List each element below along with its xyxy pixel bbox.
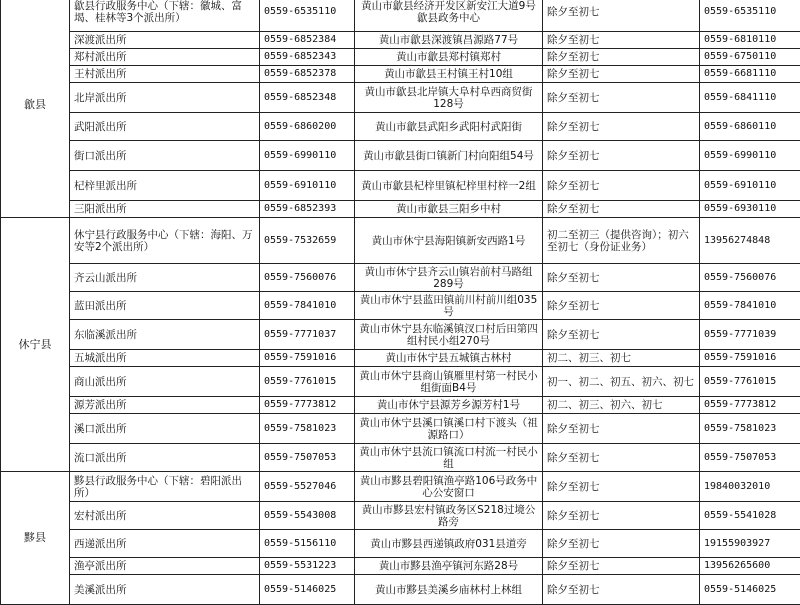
station-address-cell: 黄山市休宁县东临溪镇汊口村后田第四组村民小组270号	[355, 320, 543, 350]
contact-phone-cell: 0559-7761015	[700, 367, 800, 397]
station-name-cell: 源芳派出所	[70, 397, 260, 414]
contact-phone-cell: 0559-6930110	[700, 201, 800, 218]
station-name-cell: 深渡派出所	[70, 32, 260, 49]
station-address-cell: 黄山市黟县碧阳镇渔亭路106号政务中心公安窗口	[355, 472, 543, 502]
table-row	[1, 397, 800, 414]
county-cell: 休宁县	[1, 218, 70, 472]
contact-phone-cell: 0559-6681110	[700, 66, 800, 83]
contact-phone-cell: 19155903927	[700, 530, 800, 558]
contact-phone-cell: 0559-7773812	[700, 397, 800, 414]
service-hours-cell: 除夕至初七	[543, 292, 700, 320]
contact-phone-cell: 0559-6750110	[700, 49, 800, 66]
table-row	[1, 350, 800, 367]
station-name-cell: 流口派出所	[70, 444, 260, 472]
station-address-cell: 黄山市休宁县五城镇古林村	[355, 350, 543, 367]
table-row	[1, 66, 800, 83]
station-phone-cell: 0559-7507053	[260, 444, 355, 472]
station-phone-cell: 0559-7581023	[260, 414, 355, 444]
station-name-cell: 黟县行政服务中心（下辖：碧阳派出所）	[70, 472, 260, 502]
station-phone-cell: 0559-6852378	[260, 66, 355, 83]
contact-phone-cell: 19840032010	[700, 472, 800, 502]
table-row	[1, 320, 800, 350]
service-hours-cell: 除夕至初七	[543, 444, 700, 472]
contact-phone-cell: 0559-7507053	[700, 444, 800, 472]
station-phone-cell: 0559-5531223	[260, 558, 355, 575]
station-name-cell: 郑村派出所	[70, 49, 260, 66]
service-hours-cell: 除夕至初七	[543, 83, 700, 113]
station-phone-cell: 0559-7841010	[260, 292, 355, 320]
station-address-cell: 黄山市休宁县齐云山镇岩前村马路组289号	[355, 264, 543, 292]
station-address-cell: 黄山市歙县三阳乡中村	[355, 201, 543, 218]
station-name-cell: 杞梓里派出所	[70, 171, 260, 201]
station-phone-cell: 0559-6860200	[260, 113, 355, 141]
station-phone-cell: 0559-5156110	[260, 530, 355, 558]
station-name-cell: 宏村派出所	[70, 502, 260, 530]
table-row	[1, 575, 800, 605]
station-phone-cell: 0559-5146025	[260, 575, 355, 605]
table-row	[1, 201, 800, 218]
contact-phone-cell: 0559-7841010	[700, 292, 800, 320]
station-phone-cell: 0559-6535110	[260, 0, 355, 32]
contact-phone-cell: 0559-6810110	[700, 32, 800, 49]
contact-phone-cell: 0559-6990110	[700, 141, 800, 171]
table-row	[1, 171, 800, 201]
contact-phone-cell: 0559-7560076	[700, 264, 800, 292]
station-phone-cell: 0559-7771037	[260, 320, 355, 350]
station-address-cell: 黄山市歙县郑村镇郑村	[355, 49, 543, 66]
service-hours-cell: 初二至初三（提供咨询）；初六至初七（身份证业务）	[543, 218, 700, 264]
table-row	[1, 264, 800, 292]
station-name-cell: 渔亭派出所	[70, 558, 260, 575]
table-row	[1, 141, 800, 171]
station-address-cell: 黄山市休宁县源芳乡源芳村1号	[355, 397, 543, 414]
station-address-cell: 黄山市黟县渔亭镇河东路28号	[355, 558, 543, 575]
service-hours-cell: 除夕至初七	[543, 171, 700, 201]
station-address-cell: 黄山市休宁县蓝田镇前川村前川组035号	[355, 292, 543, 320]
station-address-cell: 黄山市歙县王村镇王村10组	[355, 66, 543, 83]
service-hours-cell: 除夕至初七	[543, 575, 700, 605]
station-address-cell: 黄山市歙县武阳乡武阳村武阳街	[355, 113, 543, 141]
station-address-cell: 黄山市休宁县溪口镇溪口村下渡头（祖源路口）	[355, 414, 543, 444]
station-phone-cell: 0559-7591016	[260, 350, 355, 367]
contact-phone-cell: 0559-6910110	[700, 171, 800, 201]
station-address-cell: 黄山市休宁县海阳镇新安西路1号	[355, 218, 543, 264]
station-phone-cell: 0559-6852348	[260, 83, 355, 113]
table-row	[1, 113, 800, 141]
service-hours-cell: 除夕至初七	[543, 558, 700, 575]
contact-phone-cell: 0559-7591016	[700, 350, 800, 367]
table-row	[1, 558, 800, 575]
table-row	[1, 218, 800, 264]
station-name-cell: 蓝田派出所	[70, 292, 260, 320]
station-phone-cell: 0559-6852384	[260, 32, 355, 49]
service-hours-cell: 除夕至初七	[543, 141, 700, 171]
station-address-cell: 黄山市歙县经济开发区新安江大道9号歙县政务中心	[355, 0, 543, 32]
station-name-cell: 西递派出所	[70, 530, 260, 558]
contact-phone-cell: 0559-6841110	[700, 83, 800, 113]
station-address-cell: 黄山市歙县杞梓里镇杞梓里村梓一2组	[355, 171, 543, 201]
station-name-cell: 北岸派出所	[70, 83, 260, 113]
table-row	[1, 530, 800, 558]
table-row	[1, 444, 800, 472]
station-name-cell: 东临溪派出所	[70, 320, 260, 350]
service-hours-cell: 除夕至初七	[543, 113, 700, 141]
service-hours-cell: 除夕至初七	[543, 414, 700, 444]
station-address-cell: 黄山市休宁县流口镇流口村流一村民小组	[355, 444, 543, 472]
station-address-cell: 黄山市歙县深渡镇昌源路77号	[355, 32, 543, 49]
station-name-cell: 街口派出所	[70, 141, 260, 171]
station-name-cell: 武阳派出所	[70, 113, 260, 141]
station-address-cell: 黄山市黟县宏村镇政务区S218过境公路旁	[355, 502, 543, 530]
service-hours-cell: 除夕至初七	[543, 49, 700, 66]
contact-phone-cell: 0559-6535110	[700, 0, 800, 32]
station-phone-cell: 0559-5543008	[260, 502, 355, 530]
table-row	[1, 367, 800, 397]
station-name-cell: 五城派出所	[70, 350, 260, 367]
station-phone-cell: 0559-7773812	[260, 397, 355, 414]
table-row	[1, 472, 800, 502]
service-hours-cell: 除夕至初七	[543, 201, 700, 218]
station-name-cell: 商山派出所	[70, 367, 260, 397]
station-name-cell: 王村派出所	[70, 66, 260, 83]
service-hours-cell: 除夕至初七	[543, 66, 700, 83]
county-cell: 黟县	[1, 472, 70, 605]
contact-phone-cell: 0559-6860110	[700, 113, 800, 141]
service-hours-cell: 除夕至初七	[543, 32, 700, 49]
station-name-cell: 三阳派出所	[70, 201, 260, 218]
table-row	[1, 83, 800, 113]
station-address-cell: 黄山市黟县西递镇政府031县道旁	[355, 530, 543, 558]
station-phone-cell: 0559-6852393	[260, 201, 355, 218]
station-phone-cell: 0559-7761015	[260, 367, 355, 397]
station-name-cell: 齐云山派出所	[70, 264, 260, 292]
service-hours-cell: 除夕至初七	[543, 530, 700, 558]
table-row	[1, 414, 800, 444]
table-row	[1, 502, 800, 530]
table-row	[1, 292, 800, 320]
station-phone-cell: 0559-6990110	[260, 141, 355, 171]
service-hours-cell: 初二、初三、初六、初七	[543, 397, 700, 414]
service-hours-cell: 除夕至初七	[543, 0, 700, 32]
station-name-cell: 溪口派出所	[70, 414, 260, 444]
service-hours-cell: 初一、初二、初五、初六、初七	[543, 367, 700, 397]
station-phone-cell: 0559-7532659	[260, 218, 355, 264]
county-cell: 歙县	[1, 0, 70, 218]
table-row	[1, 32, 800, 49]
station-phone-cell: 0559-5527046	[260, 472, 355, 502]
table-body	[1, 0, 800, 605]
contact-phone-cell: 0559-7581023	[700, 414, 800, 444]
service-hours-cell: 初二、初三、初七	[543, 350, 700, 367]
table-row	[1, 0, 800, 32]
service-hours-cell: 除夕至初七	[543, 472, 700, 502]
station-name-cell: 美溪派出所	[70, 575, 260, 605]
contact-phone-cell: 0559-7771039	[700, 320, 800, 350]
table-row	[1, 49, 800, 66]
station-phone-cell: 0559-6852343	[260, 49, 355, 66]
station-phone-cell: 0559-6910110	[260, 171, 355, 201]
station-address-cell: 黄山市歙县街口镇新门村向阳组54号	[355, 141, 543, 171]
contact-phone-cell: 13956274848	[700, 218, 800, 264]
station-name-cell: 休宁县行政服务中心（下辖：海阳、万安等2个派出所）	[70, 218, 260, 264]
service-hours-cell: 除夕至初七	[543, 264, 700, 292]
station-name-cell: 歙县行政服务中心（下辖：徽城、富堨、桂林等3个派出所）	[70, 0, 260, 32]
contact-phone-cell: 0559-5541028	[700, 502, 800, 530]
service-hours-cell: 除夕至初七	[543, 320, 700, 350]
station-phone-cell: 0559-7560076	[260, 264, 355, 292]
station-address-cell: 黄山市休宁县商山镇雁里村第一村民小组街面B4号	[355, 367, 543, 397]
contact-phone-cell: 13956265600	[700, 558, 800, 575]
service-hours-cell: 除夕至初七	[543, 502, 700, 530]
contact-phone-cell: 0559-5146025	[700, 575, 800, 605]
station-address-cell: 黄山市黟县美溪乡庙林村上林组	[355, 575, 543, 605]
station-address-cell: 黄山市歙县北岸镇大阜村阜西商贸街128号	[355, 83, 543, 113]
